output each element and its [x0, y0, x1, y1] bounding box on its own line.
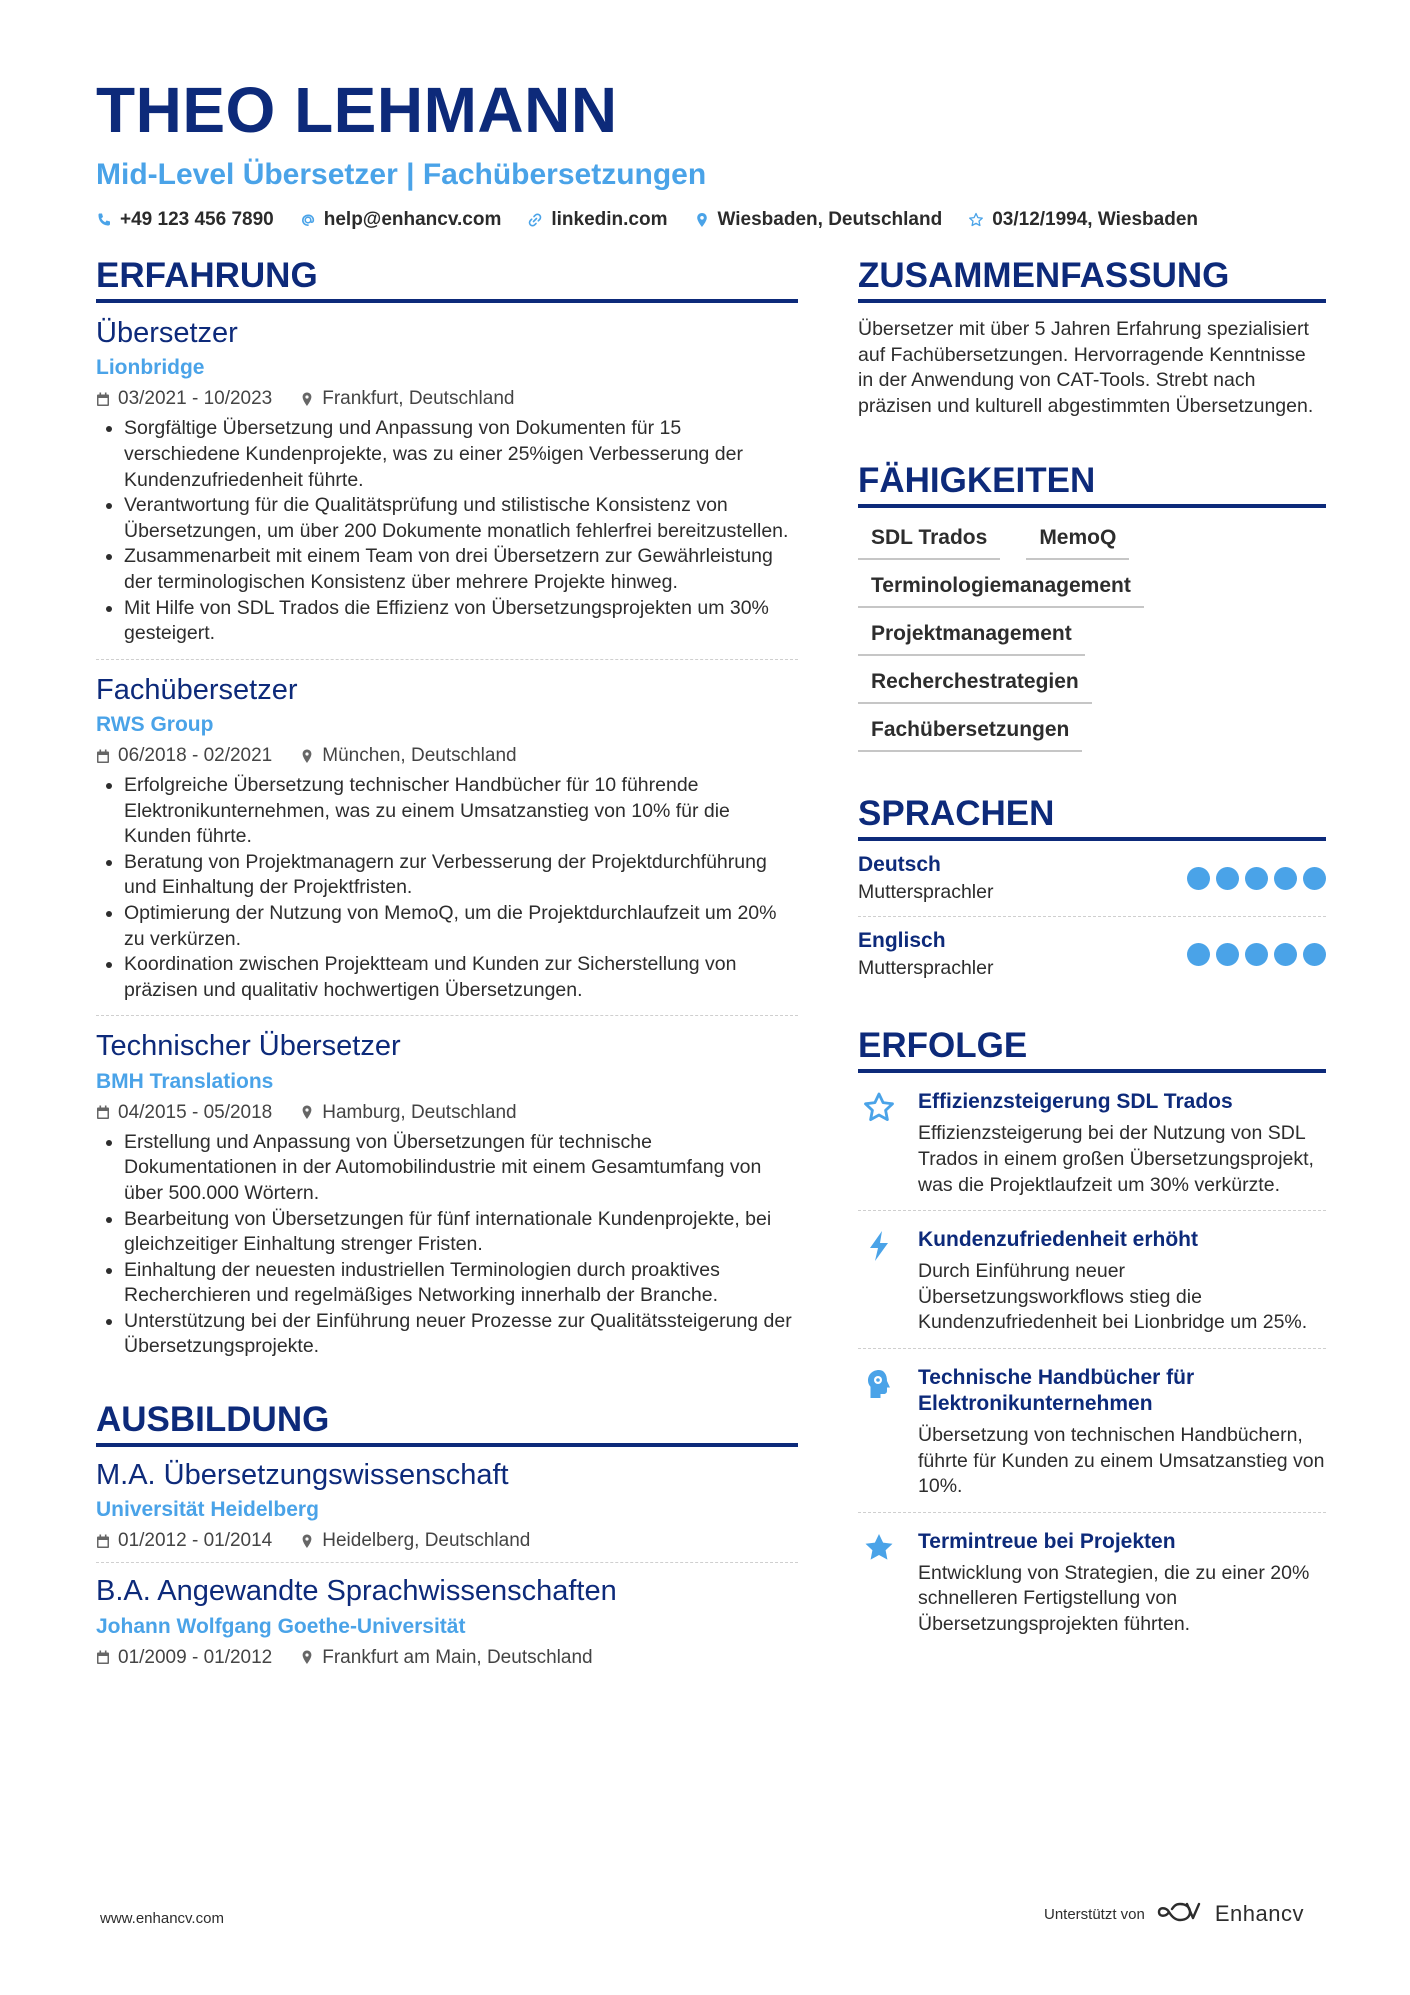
job-bullets [96, 1130, 798, 1360]
rating-dot [1216, 943, 1239, 966]
candidate-name: THEO LEHMANN [96, 74, 618, 146]
experience-title: ERFAHRUNG [96, 258, 798, 303]
job-role: Übersetzer [96, 317, 238, 349]
languages-title: SPRACHEN [858, 796, 1326, 841]
experience-entry [96, 660, 798, 1017]
rating-dot [1274, 867, 1297, 890]
experience-entry [96, 303, 798, 660]
rating-dot [1187, 943, 1210, 966]
lightning-icon [862, 1229, 896, 1336]
location-icon [694, 212, 710, 228]
enhancv-logo-icon [1157, 1900, 1203, 1928]
achievement-desc: Entwicklung von Strategien, die zu einer 20% schnelleren Fertigstellung von Übersetzungsprojekten führten. [918, 1561, 1310, 1635]
powered-by-label: Unterstützt von [1043, 1905, 1145, 1923]
job-meta [96, 388, 798, 410]
summary-title: ZUSAMMENFASSUNG [858, 258, 1326, 303]
skill-tag: Recherchestrategien [858, 670, 1092, 704]
bullet-item: • Erstellung und Anpassung von Übersetzungen für technische Dokumentationen in der Automobilindustrie mit einem Gesamtumfang von über 500.000 Wörtern. [124, 1130, 798, 1207]
job-dates: 06/2018 - 02/2021 [118, 745, 273, 767]
calendar-icon [96, 392, 110, 407]
footer-branding [1044, 1900, 1304, 1928]
resume-page [96, 74, 1326, 1668]
job-bullets [96, 416, 798, 646]
job-company: Lionbridge [96, 356, 205, 380]
location-icon [300, 1650, 314, 1665]
achievement-title: Termintreue bei Projekten [918, 1529, 1176, 1553]
contact-bar [96, 209, 1326, 231]
education-title: AUSBILDUNG [96, 1402, 798, 1447]
rating-dot [1274, 943, 1297, 966]
bullet-item: • Verantwortung für die Qualitätsprüfung und stilistische Konsistenz von Übersetzungen, um über 200 Dokumente monatlich fehlerfrei bereitzustellen. [124, 493, 798, 544]
achievement-title: Kundenzufriedenheit erhöht [918, 1228, 1198, 1252]
footer-website[interactable]: www.enhancv.com [100, 1910, 224, 1927]
education-entry [96, 1563, 798, 1678]
location-icon [300, 392, 314, 407]
skill-tag: Fachübersetzungen [858, 718, 1082, 752]
location-icon [300, 1534, 314, 1549]
contact-phone[interactable]: +49 123 456 7890 [96, 209, 274, 231]
left-column [96, 258, 798, 1679]
star-outline-icon [862, 1091, 896, 1198]
summary-text: Übersetzer mit über 5 Jahren Erfahrung spezialisiert auf Fachübersetzungen. Hervorragende Kenntnisse in der Anwendung von CAT-Tools. Strebt nach präzisen und kulturell abgestimmten Übersetzungen. [858, 318, 1314, 417]
rating-dot [1303, 867, 1326, 890]
achievement-entry [858, 1513, 1326, 1650]
job-dates: 03/2021 - 10/2023 [118, 388, 273, 410]
skills-title: FÄHIGKEITEN [858, 463, 1326, 508]
education-meta [96, 1647, 798, 1669]
degree: M.A. Übersetzungswissenschaft [96, 1459, 509, 1492]
language-entry [858, 841, 1326, 917]
bullet-item: • Unterstützung bei der Einführung neuer Prozesse zur Qualitätssteigerung der Übersetzungsprojekte. [124, 1309, 798, 1360]
language-entry [858, 917, 1326, 992]
bullet-item: • Zusammenarbeit mit einem Team von drei Übersetzern zur Gewährleistung der terminologischen Konsistenz über mehrere Projekte hinweg. [124, 544, 798, 595]
rating-dot [1245, 867, 1268, 890]
bullet-item: • Sorgfältige Übersetzung und Anpassung von Dokumenten für 15 verschiedene Kundenprojekte, was zu einer 25%igen Verbesserung der Kundenzufriedenheit führte. [124, 416, 798, 493]
skill-tag: SDL Trados [858, 526, 1000, 560]
job-company: RWS Group [96, 713, 214, 737]
head-icon [862, 1367, 896, 1500]
calendar-icon [96, 1650, 110, 1665]
bullet-item: • Beratung von Projektmanagern zur Verbesserung der Projektdurchführung und Einhaltung der Projektfristen. [124, 850, 798, 901]
education-entry [96, 1447, 798, 1563]
right-column [858, 258, 1326, 1650]
achievement-desc: Durch Einführung neuer Übersetzungsworkflows stieg die Kundenzufriedenheit bei Lionbridge um 25%. [918, 1260, 1308, 1334]
calendar-icon [96, 1534, 110, 1549]
achievement-entry [858, 1073, 1326, 1211]
job-role: Fachübersetzer [96, 673, 298, 706]
bullet-item: • Einhaltung der neuesten industriellen Terminologien durch proaktives Recherchieren und regelmäßiges Networking innerhalb der Branche. [124, 1258, 798, 1309]
bullet-item: • Mit Hilfe von SDL Trados die Effizienz von Übersetzungsprojekten um 30% gesteigert. [124, 596, 798, 647]
skill-tag: Projektmanagement [858, 622, 1085, 656]
education-location: Frankfurt am Main, Deutschland [322, 1646, 593, 1668]
phone-icon [96, 212, 112, 228]
job-location: Frankfurt, Deutschland [322, 388, 515, 410]
bullet-item: • Koordination zwischen Projektteam und Kunden zur Sicherstellung von präzisen und qualitativ hochwertigen Übersetzungen. [124, 952, 798, 1003]
contact-location: Wiesbaden, Deutschland [694, 209, 943, 231]
achievement-desc: Übersetzung von technischen Handbüchern, führte für Kunden zu einem Umsatzanstieg von 10%. [918, 1423, 1325, 1498]
achievement-title: Technische Handbücher für Elektronikunternehmen [918, 1365, 1195, 1415]
calendar-icon [96, 749, 110, 764]
star-icon [968, 212, 984, 228]
job-meta [96, 1102, 798, 1124]
language-name: Deutsch [858, 853, 941, 877]
brand-name: Enhancv [1214, 1901, 1304, 1926]
language-level: Muttersprachler [858, 957, 994, 980]
contact-email[interactable]: help@enhancv.com [300, 209, 502, 231]
school: Universität Heidelberg [96, 1498, 319, 1522]
rating-dot [1303, 943, 1326, 966]
language-level: Muttersprachler [858, 881, 994, 904]
job-location: Hamburg, Deutschland [322, 1101, 517, 1123]
education-meta [96, 1530, 798, 1552]
job-company: BMH Translations [96, 1069, 274, 1093]
headline: Mid-Level Übersetzer | Fachübersetzungen [96, 158, 707, 191]
language-name: Englisch [858, 929, 946, 953]
contact-linkedin[interactable]: linkedin.com [527, 209, 667, 231]
experience-entry [96, 1016, 798, 1372]
calendar-icon [96, 1105, 110, 1120]
rating-dot [1245, 943, 1268, 966]
language-rating [1187, 867, 1326, 890]
education-dates: 01/2012 - 01/2014 [118, 1530, 273, 1552]
school: Johann Wolfgang Goethe-Universität [96, 1614, 466, 1638]
bullet-item: • Erfolgreiche Übersetzung technischer Handbücher für 10 führende Elektronikunternehmen, was zu einem Umsatzanstieg von 10% für die Kunden führte. [124, 773, 798, 850]
skill-tag: MemoQ [1026, 526, 1129, 560]
bullet-item: • Optimierung der Nutzung von MemoQ, um die Projektdurchlaufzeit um 20% zu verkürzen. [124, 901, 798, 952]
star-filled-icon [862, 1531, 896, 1638]
degree: B.A. Angewandte Sprachwissenschaften [96, 1575, 617, 1608]
job-meta [96, 745, 798, 767]
skills-list [858, 526, 1326, 752]
bullet-item: • Bearbeitung von Übersetzungen für fünf internationale Kundenprojekte, bei gleichzeitiger Einhaltung strenger Fristen. [124, 1207, 798, 1258]
location-icon [300, 1105, 314, 1120]
job-dates: 04/2015 - 05/2018 [118, 1101, 273, 1123]
education-location: Heidelberg, Deutschland [322, 1530, 531, 1552]
language-rating [1187, 943, 1326, 966]
rating-dot [1187, 867, 1210, 890]
achievements-title: ERFOLGE [858, 1028, 1326, 1073]
rating-dot [1216, 867, 1239, 890]
job-role: Technischer Übersetzer [96, 1030, 401, 1063]
achievement-entry [858, 1211, 1326, 1349]
education-dates: 01/2009 - 01/2012 [118, 1646, 273, 1668]
job-location: München, Deutschland [322, 745, 517, 767]
achievement-title: Effizienzsteigerung SDL Trados [918, 1090, 1233, 1114]
at-icon [300, 212, 316, 228]
link-icon [527, 212, 543, 228]
achievement-entry [858, 1349, 1326, 1513]
job-bullets [96, 773, 798, 1003]
skill-tag: Terminologiemanagement [858, 574, 1144, 608]
location-icon [300, 749, 314, 764]
contact-birth: 03/12/1994, Wiesbaden [968, 209, 1198, 231]
achievement-desc: Effizienzsteigerung bei der Nutzung von SDL Trados in einem großen Übersetzungsprojekt, was die Projektlaufzeit um 30% verkürzte. [918, 1122, 1314, 1196]
